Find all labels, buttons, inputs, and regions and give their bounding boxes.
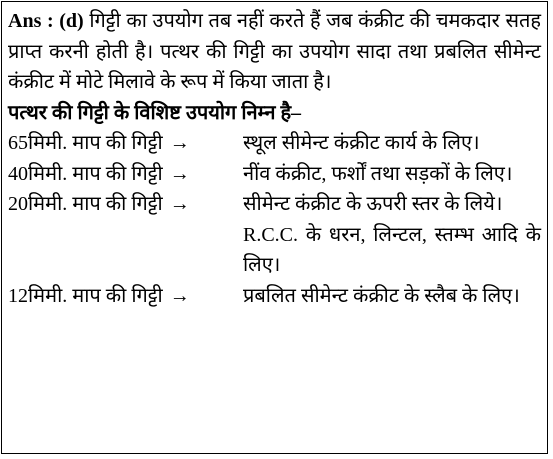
arrow-icon: → [169,193,190,215]
size-label: 40मिमी. माप की गिट्टी [8,162,163,185]
arrow-icon: → [169,162,190,185]
answer-text: गिट्टी का उपयोग तब नहीं करते हैं जब कंक्रीट की चमकदार सतह प्राप्त करनी होती है। पत्थर की गिट्टी का उपयोग सादा तथा प्रबलित सीमेन्ट कंक्रीट में मोटे मिलावे के रूप में किया जाता है। [8,10,542,93]
use-row-12mm [8,281,541,312]
aggregate-size [8,128,243,159]
use-row-20mm-continued [8,220,541,281]
use-row-20mm [8,189,541,220]
use-description: प्रबलित सीमेन्ट कंक्रीट के स्लैब के लिए। [243,284,520,307]
size-label: 65मिमी. माप की गिट्टी [8,132,163,154]
aggregate-size [8,281,243,312]
use-row-40mm [8,159,541,190]
answer-paragraph [8,6,541,98]
use-description: नींव कंक्रीट, फर्शों तथा सड़कों के लिए। [243,162,513,185]
size-label: 12मिमी. माप की गिट्टी [8,284,163,307]
arrow-icon: → [169,284,190,307]
size-label: 20मिमी. माप की गिट्टी [8,193,163,215]
answer-box [1,1,548,454]
use-row-65mm [8,128,541,159]
uses-heading: पत्थर की गिट्टी के विशिष्ट उपयोग निम्न है– [8,101,302,124]
answer-label: Ans : (d) [8,10,84,32]
aggregate-size [8,189,243,220]
use-description: R.C.C. के धरन, लिन्टल, स्तम्भ आदि के लिए। [243,223,541,276]
aggregate-size [8,159,243,190]
use-description: स्थूल सीमेन्ट कंक्रीट कार्य के लिए। [243,132,480,154]
use-description: सीमेन्ट कंक्रीट के ऊपरी स्तर के लिये। [243,193,503,215]
arrow-icon: → [169,132,190,154]
